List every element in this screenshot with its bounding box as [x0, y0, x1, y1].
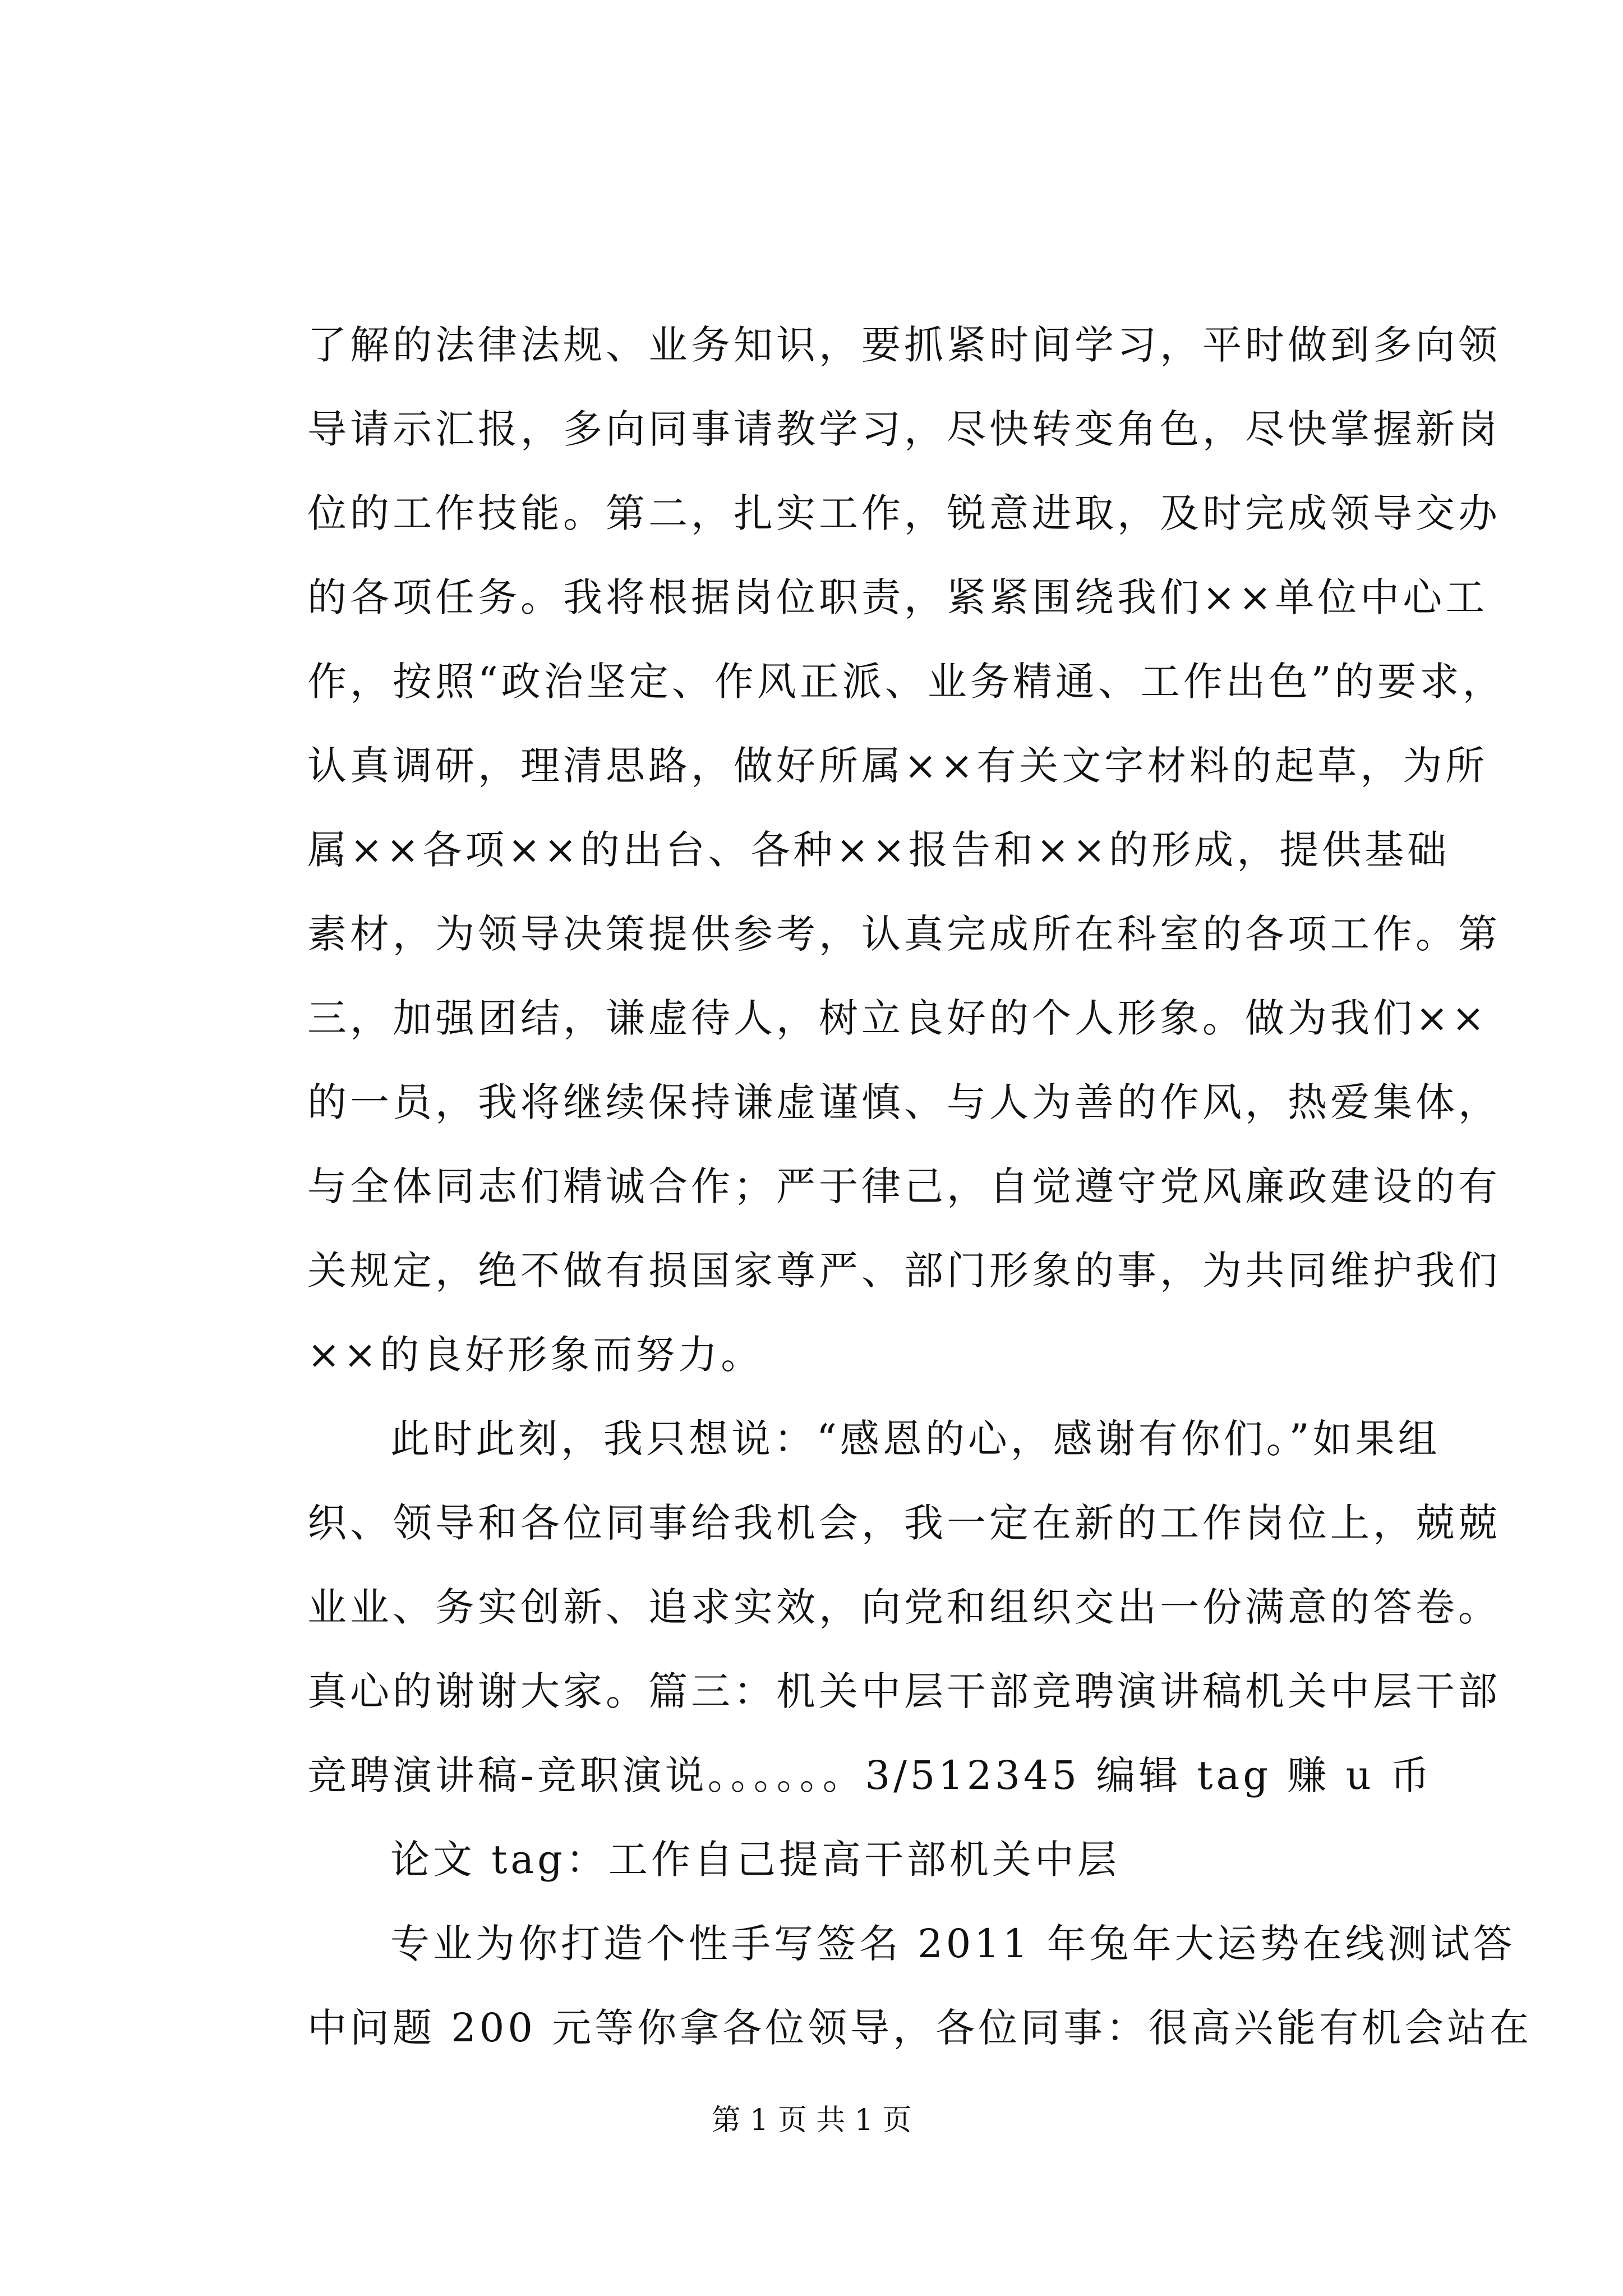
- text-line: 与全体同志们精诚合作；严于律己，自觉遵守党风廉政建设的有: [307, 1163, 1501, 1209]
- text-line: 认真调研，理清思路，做好所属××有关文字材料的起草，为所: [307, 743, 1488, 789]
- text-line: 属××各项××的出台、各种××报告和××的形成，提供基础: [307, 827, 1450, 873]
- text-line: 业业、务实创新、追求实效，向党和组织交出一份满意的答卷。: [307, 1584, 1501, 1630]
- document-body: [307, 303, 1533, 2070]
- text-line: 的一员，我将继续保持谦虚谨慎、与人为善的作风，热爱集体，: [307, 1079, 1501, 1125]
- text-line: 的各项任务。我将根据岗位职责，紧紧围绕我们××单位中心工: [307, 574, 1488, 620]
- paragraph-start-line: 此时此刻，我只想说：“感恩的心，感谢有你们。”如果组: [390, 1416, 1441, 1462]
- text-line: 素材，为领导决策提供参考，认真完成所在科室的各项工作。第: [307, 911, 1501, 957]
- paragraph-start-line: 论文 tag：工作自己提高干部机关中层: [390, 1837, 1120, 1883]
- text-line: 三，加强团结，谦虚待人，树立良好的个人形象。做为我们××: [307, 995, 1488, 1041]
- text-line: 织、领导和各位同事给我机会，我一定在新的工作岗位上，兢兢: [307, 1500, 1501, 1546]
- text-line: 真心的谢谢大家。篇三：机关中层干部竞聘演讲稿机关中层干部: [307, 1668, 1501, 1714]
- text-line: ××的良好形象而努力。: [307, 1332, 764, 1378]
- text-line: 位的工作技能。第二，扎实工作，锐意进取，及时完成领导交办: [307, 490, 1501, 536]
- text-line: 竞聘演讲稿-竞职演说。。。。。。3/512345 编辑 tag 赚 u 币: [307, 1752, 1433, 1798]
- text-line: 作，按照“政治坚定、作风正派、业务精通、工作出色”的要求，: [307, 659, 1505, 705]
- paragraph-start-line: 专业为你打造个性手写签名 2011 年兔年大运势在线测试答: [390, 1921, 1516, 1967]
- text-line: 关规定，绝不做有损国家尊严、部门形象的事，为共同维护我们: [307, 1248, 1501, 1294]
- text-line: 导请示汇报，多向同事请教学习，尽快转变角色，尽快掌握新岗: [307, 406, 1501, 452]
- text-line: 了解的法律法规、业务知识，要抓紧时间学习，平时做到多向领: [307, 322, 1501, 368]
- page-number-footer: 第 1 页 共 1 页: [711, 2104, 912, 2137]
- text-line: 中问题 200 元等你拿各位领导，各位同事：很高兴能有机会站在: [307, 2005, 1533, 2051]
